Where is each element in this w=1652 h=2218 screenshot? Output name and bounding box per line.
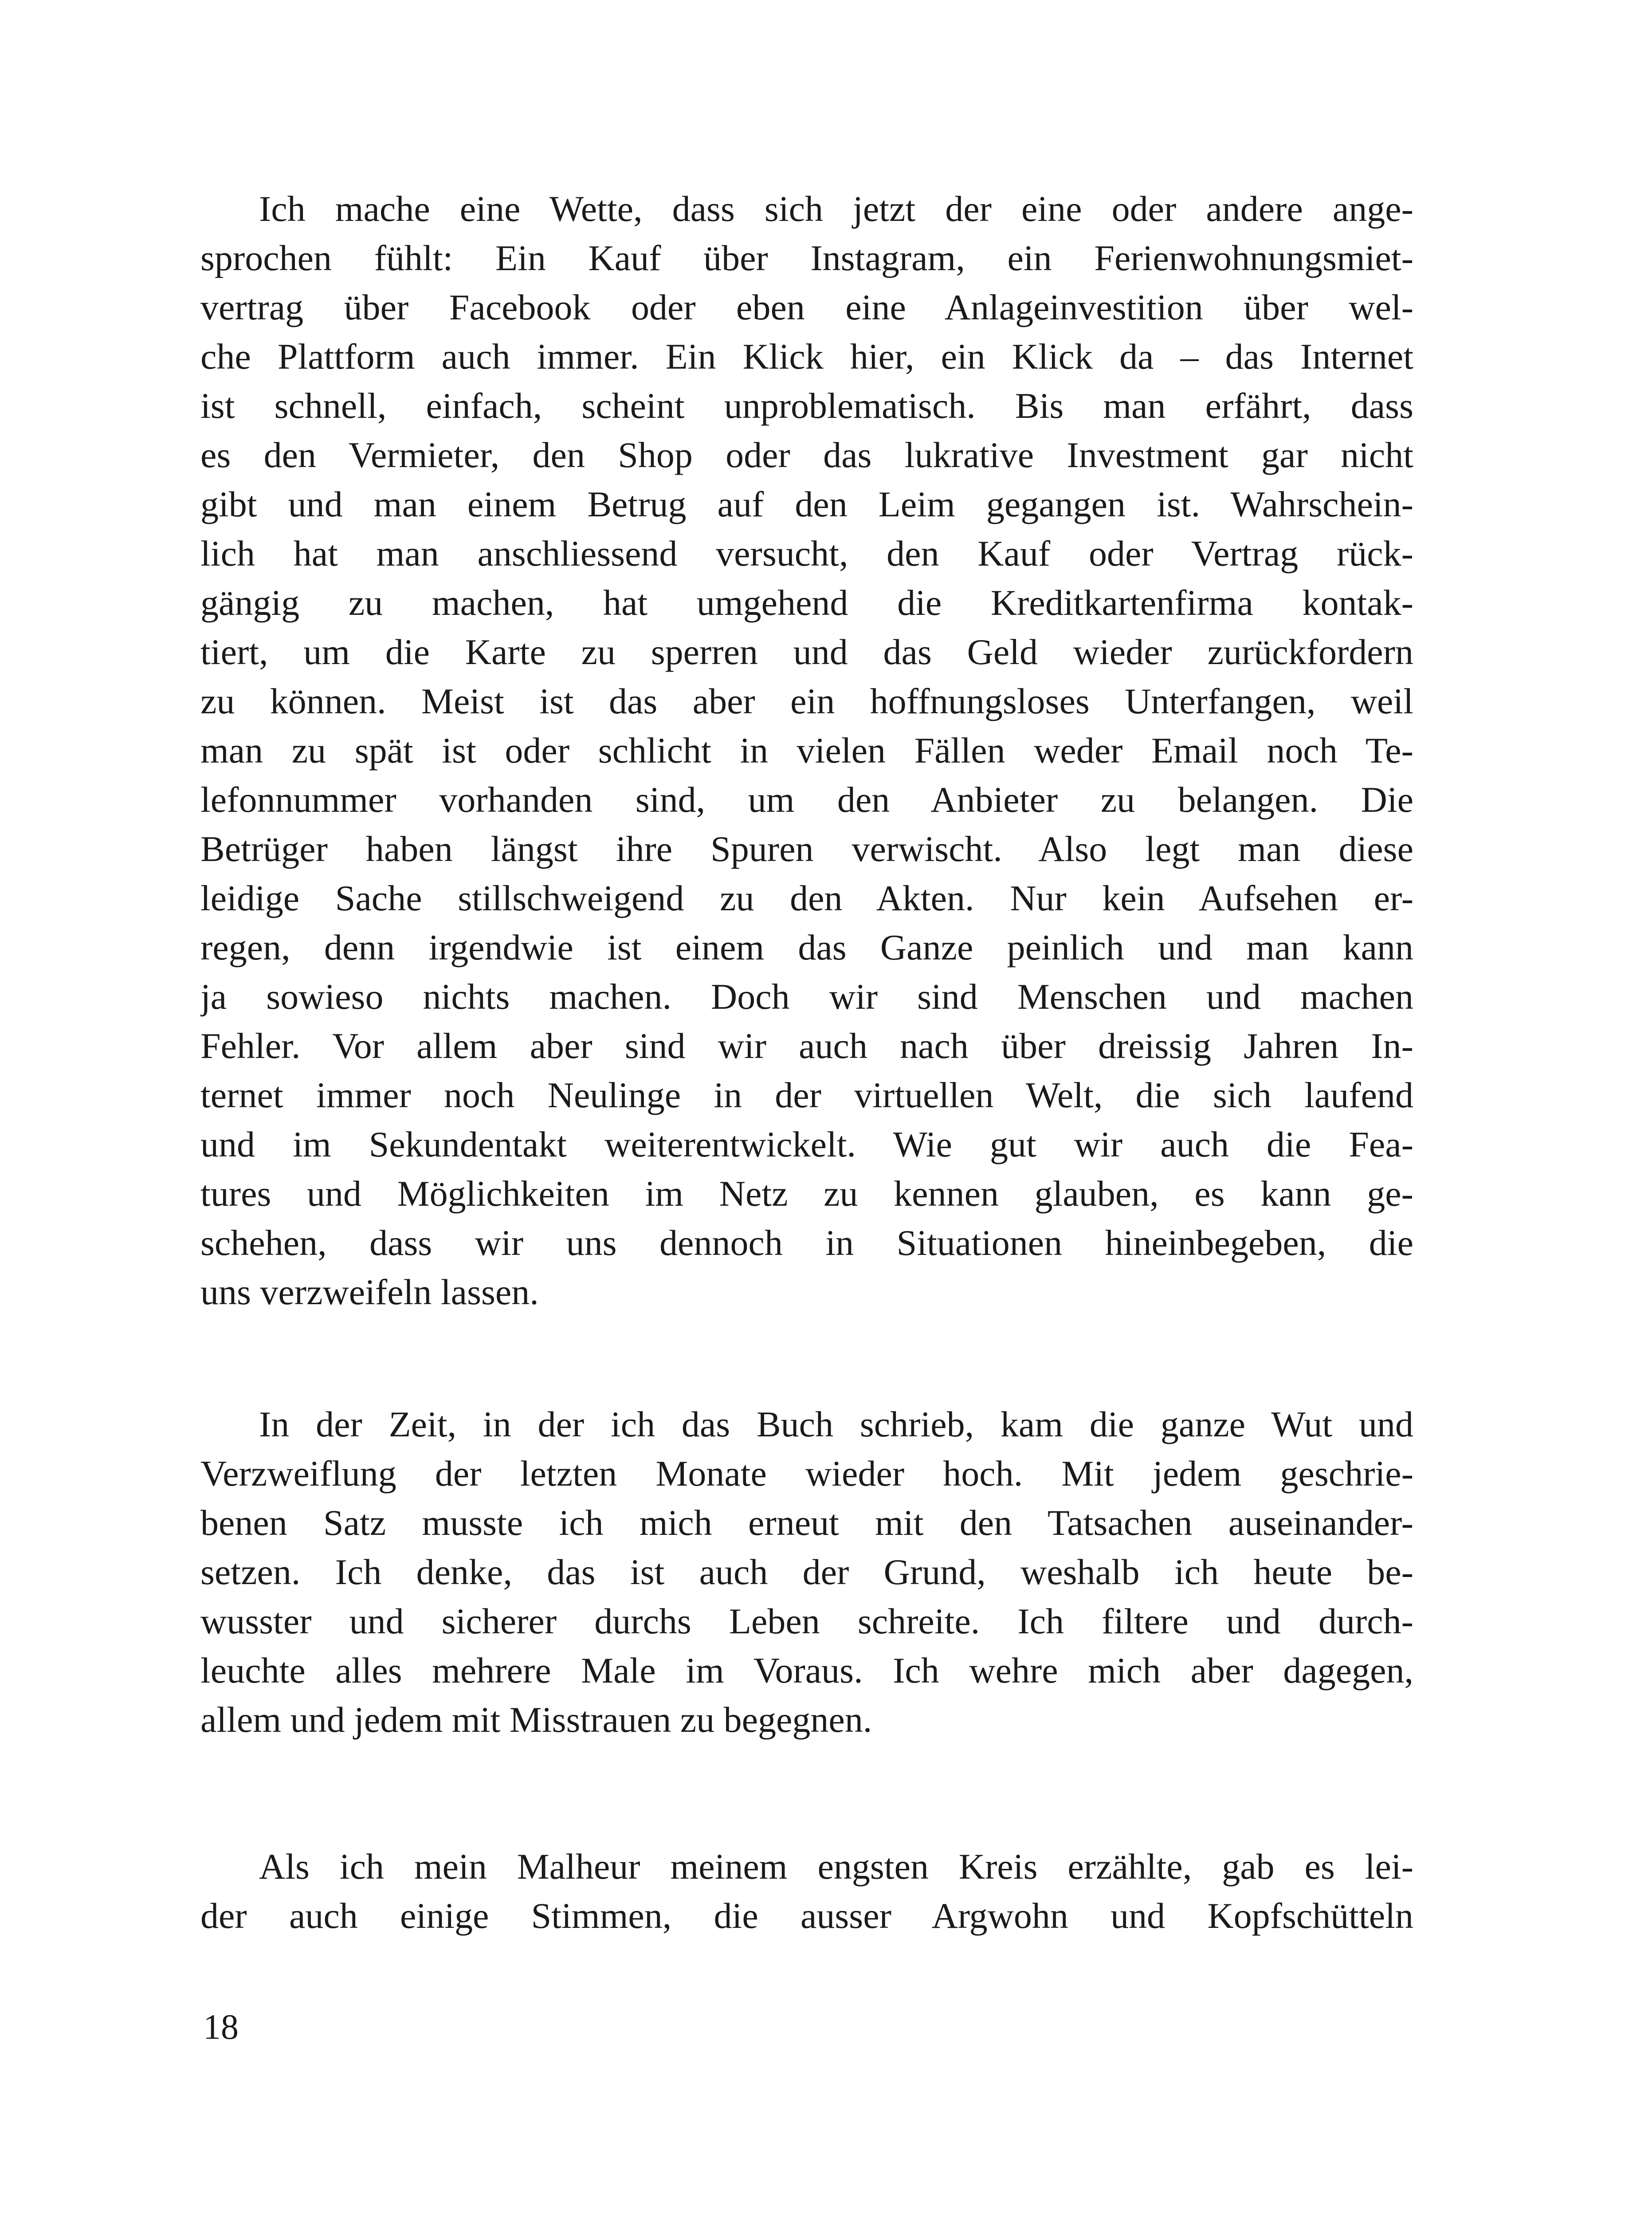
text-line: tiert, um die Karte zu sperren und das Geld wieder zurückfordern (200, 632, 1413, 672)
text-line: leidige Sache stillschweigend zu den Akten. Nur kein Aufsehen er- (200, 878, 1413, 918)
text-line: uns verzweifeln lassen. (200, 1272, 539, 1312)
text-line: schehen, dass wir uns dennoch in Situationen hineinbegeben, die (200, 1223, 1413, 1263)
text-line: benen Satz musste ich mich erneut mit den Tatsachen auseinander- (200, 1502, 1413, 1543)
text-line: In der Zeit, in der ich das Buch schrieb, kam die ganze Wut und (259, 1404, 1413, 1444)
paragraph-3 (200, 1842, 1413, 1940)
text-line: regen, denn irgendwie ist einem das Ganze peinlich und man kann (200, 927, 1413, 967)
paragraph-2 (200, 1400, 1413, 1744)
text-line: und im Sekundentakt weiterentwickelt. Wie gut wir auch die Fea- (200, 1124, 1413, 1164)
text-line: Als ich mein Malheur meinem engsten Kreis erzählte, gab es lei- (259, 1846, 1413, 1887)
text-line: gängig zu machen, hat umgehend die Kreditkartenfirma kontak- (200, 582, 1413, 623)
text-line: ternet immer noch Neulinge in der virtuellen Welt, die sich laufend (200, 1075, 1413, 1115)
text-line: sprochen fühlt: Ein Kauf über Instagram, ein Ferienwohnungsmiet- (200, 238, 1413, 278)
text-line: setzen. Ich denke, das ist auch der Grund, weshalb ich heute be- (200, 1552, 1413, 1592)
text-line: Betrüger haben längst ihre Spuren verwischt. Also legt man diese (200, 829, 1413, 869)
text-line: lich hat man anschliessend versucht, den Kauf oder Vertrag rück- (200, 533, 1413, 574)
text-line: ist schnell, einfach, scheint unproblematisch. Bis man erfährt, dass (200, 385, 1413, 426)
text-line: gibt und man einem Betrug auf den Leim gegangen ist. Wahrschein- (200, 484, 1413, 524)
page-number: 18 (203, 2008, 239, 2047)
text-line: tures und Möglichkeiten im Netz zu kennen glauben, es kann ge- (200, 1173, 1413, 1214)
text-line: vertrag über Facebook oder eben eine Anlageinvestition über wel- (200, 287, 1413, 327)
text-line: zu können. Meist ist das aber ein hoffnungsloses Unterfangen, weil (200, 681, 1413, 721)
text-line: Verzweiflung der letzten Monate wieder hoch. Mit jedem geschrie- (200, 1453, 1413, 1494)
text-line: Ich mache eine Wette, dass sich jetzt der eine oder andere ange- (259, 189, 1413, 229)
text-line: lefonnummer vorhanden sind, um den Anbieter zu belangen. Die (200, 779, 1413, 820)
text-line: der auch einige Stimmen, die ausser Argwohn und Kopfschütteln (200, 1896, 1413, 1936)
paragraph-1 (200, 184, 1413, 1317)
text-line: che Plattform auch immer. Ein Klick hier, ein Klick da – das Internet (200, 336, 1413, 377)
text-line: Fehler. Vor allem aber sind wir auch nach über dreissig Jahren In- (200, 1026, 1413, 1066)
text-line: es den Vermieter, den Shop oder das lukrative Investment gar nicht (200, 435, 1413, 475)
text-line: allem und jedem mit Misstrauen zu begegnen. (200, 1699, 872, 1740)
text-line: wusster und sicherer durchs Leben schreite. Ich filtere und durch- (200, 1601, 1413, 1641)
text-line: ja sowieso nichts machen. Doch wir sind Menschen und machen (200, 976, 1413, 1017)
text-line: leuchte alles mehrere Male im Voraus. Ich wehre mich aber dagegen, (200, 1650, 1413, 1691)
text-line: man zu spät ist oder schlicht in vielen Fällen weder Email noch Te- (200, 730, 1413, 771)
